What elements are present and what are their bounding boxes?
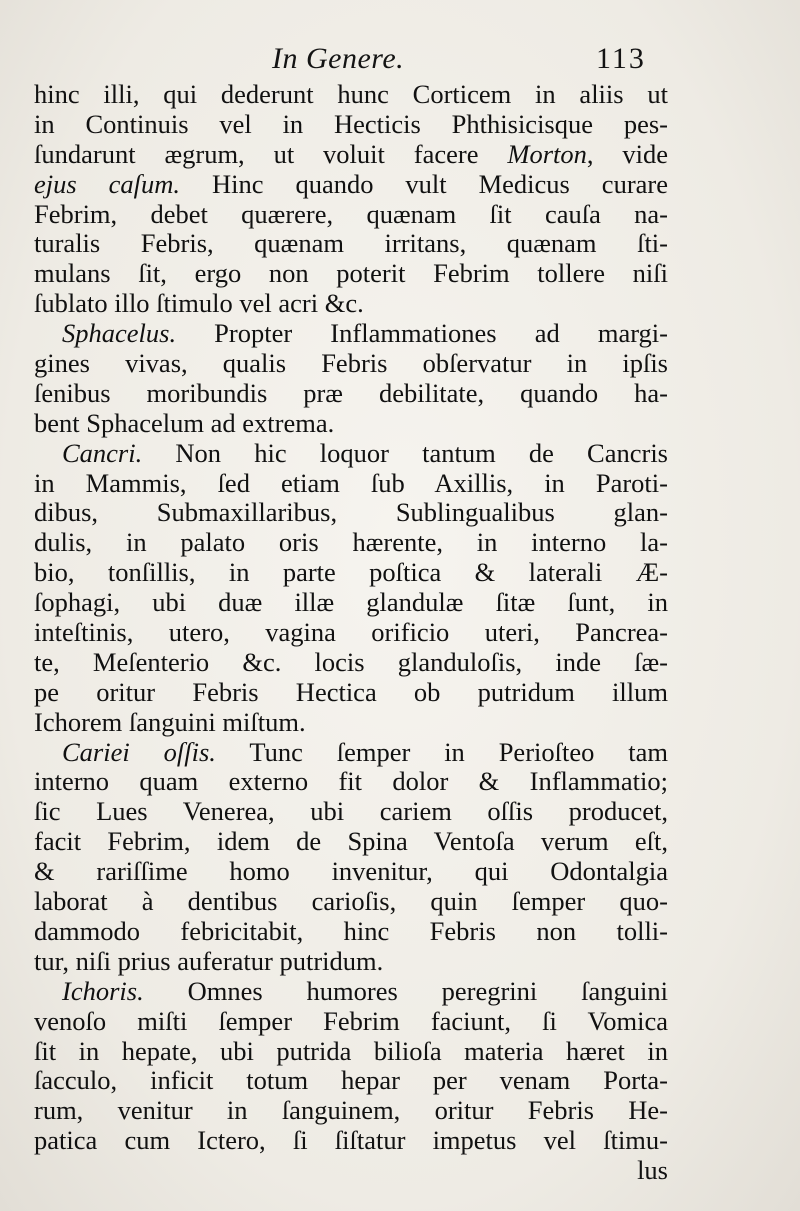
line-text: lus	[637, 1155, 668, 1186]
line-text: in Continuis vel in Hecticis Phthisicisque pes-	[34, 108, 668, 139]
italic-text: Cariei oſſis.	[62, 736, 216, 767]
line-text: hinc illi, qui dederunt hunc Corticem in aliis ut	[34, 79, 668, 109]
line-text: ſic Lues Venerea, ubi cariem oſſis producet,	[34, 796, 668, 827]
line-text: & rariſſime homo invenitur, qui Odontalgia	[34, 856, 668, 887]
text-line	[34, 887, 668, 917]
line-text: Omnes humores peregrini ſanguini	[143, 975, 668, 1006]
line-text: ſit in hepate, ubi putrida bilioſa materia hæret in	[34, 1035, 668, 1066]
line-text: ſophagi, ubi duæ illæ glandulæ ſitæ ſunt, in	[34, 587, 668, 618]
text-line	[34, 1037, 668, 1067]
text-line	[34, 917, 668, 947]
line-text: pe oritur Febris Hectica ob putridum illum	[34, 676, 668, 707]
text-line	[34, 409, 668, 439]
text-line	[34, 170, 668, 200]
line-text: venoſo miſti ſemper Febrim faciunt, ſi Vomica	[34, 1005, 668, 1036]
line-text: Propter Inflammationes ad margi-	[176, 318, 668, 349]
text-line	[34, 259, 668, 289]
text-line	[34, 857, 668, 887]
line-text: Tunc ſemper in Perioſteo tam	[215, 736, 668, 767]
text-line	[34, 1066, 668, 1096]
text-line	[34, 767, 668, 797]
line-text: ſublato illo ſtimulo vel acri &c.	[34, 288, 364, 319]
line-text: mulans ſit, ergo non poterit Febrim tollere niſi	[34, 258, 668, 289]
text-line	[34, 379, 668, 409]
text-line	[34, 200, 668, 230]
text-line	[34, 1156, 668, 1186]
line-text: Hinc quando vult Medicus curare	[180, 168, 668, 199]
text-line	[34, 678, 668, 708]
running-head: In Genere.	[272, 42, 405, 75]
line-text: Non hic loquor tantum de Cancris	[142, 437, 668, 468]
line-text: in Mammis, ſed etiam ſub Axillis, in Paroti-	[34, 467, 668, 498]
text-line	[34, 947, 668, 977]
italic-text: Morton	[507, 138, 587, 169]
line-text: tur, niſi prius auferatur putridum.	[34, 945, 384, 976]
text-line	[34, 827, 668, 857]
line-text: ſundarunt ægrum, ut voluit facere	[34, 138, 508, 169]
text-line	[34, 738, 668, 768]
text-line	[34, 439, 668, 469]
line-text: , vide	[586, 138, 669, 169]
line-text: inteſtinis, utero, vagina orificio uteri, Pancrea-	[34, 617, 668, 648]
italic-text: Ichoris.	[62, 975, 144, 1006]
text-line	[34, 648, 668, 678]
line-text: Febrim, debet quærere, quænam ſit cauſa na-	[34, 198, 668, 229]
line-text: interno quam externo fit dolor & Inflammatio;	[34, 766, 668, 797]
line-text: bio, tonſillis, in parte poſtica & laterali Æ-	[34, 557, 668, 588]
italic-text: Sphacelus.	[62, 318, 177, 349]
line-text: dulis, in palato oris hærente, in interno la-	[34, 527, 668, 558]
text-line	[34, 289, 668, 319]
text-line	[34, 469, 668, 499]
text-line	[34, 140, 668, 170]
text-line	[34, 797, 668, 827]
text-line	[34, 977, 668, 1007]
line-text: turalis Febris, quænam irritans, quænam ſti-	[34, 228, 668, 259]
line-text: patica cum Ictero, ſi ſiſtatur impetus vel ſtimu-	[34, 1125, 668, 1156]
text-line	[34, 110, 668, 140]
line-text: facit Febrim, idem de Spina Ventoſa verum eſt,	[34, 826, 668, 857]
line-text: Ichorem ſanguini miſtum.	[34, 706, 306, 737]
text-line	[34, 708, 668, 738]
line-text: gines vivas, qualis Febris obſervatur in ipſis	[34, 348, 668, 379]
text-line	[34, 1126, 668, 1156]
text-line	[34, 528, 668, 558]
italic-text: ejus caſum.	[34, 168, 181, 199]
text-line	[34, 588, 668, 618]
line-text: laborat à dentibus carioſis, quin ſemper quo-	[34, 886, 668, 917]
text-line	[34, 1007, 668, 1037]
text-line	[34, 558, 668, 588]
line-text: te, Meſenterio &c. locis glanduloſis, inde ſæ-	[34, 646, 668, 677]
text-line	[34, 1096, 668, 1126]
text-line	[34, 618, 668, 648]
line-text: rum, venitur in ſanguinem, oritur Febris He-	[34, 1095, 668, 1126]
italic-text: Cancri.	[62, 437, 143, 468]
body-text	[34, 80, 668, 1186]
text-line	[34, 319, 668, 349]
text-line	[34, 229, 668, 259]
page-header	[0, 42, 800, 82]
text-line	[34, 498, 668, 528]
page-number: 113	[596, 42, 646, 75]
line-text: ſacculo, inficit totum hepar per venam Porta-	[34, 1065, 668, 1096]
line-text: bent Sphacelum ad extrema.	[34, 407, 335, 438]
text-line	[34, 80, 668, 110]
line-text: dibus, Submaxillaribus, Sublingualibus glan-	[34, 497, 668, 528]
text-line	[34, 349, 668, 379]
line-text: ſenibus moribundis præ debilitate, quando ha-	[34, 377, 668, 408]
line-text: dammodo febricitabit, hinc Febris non tolli-	[34, 915, 668, 946]
